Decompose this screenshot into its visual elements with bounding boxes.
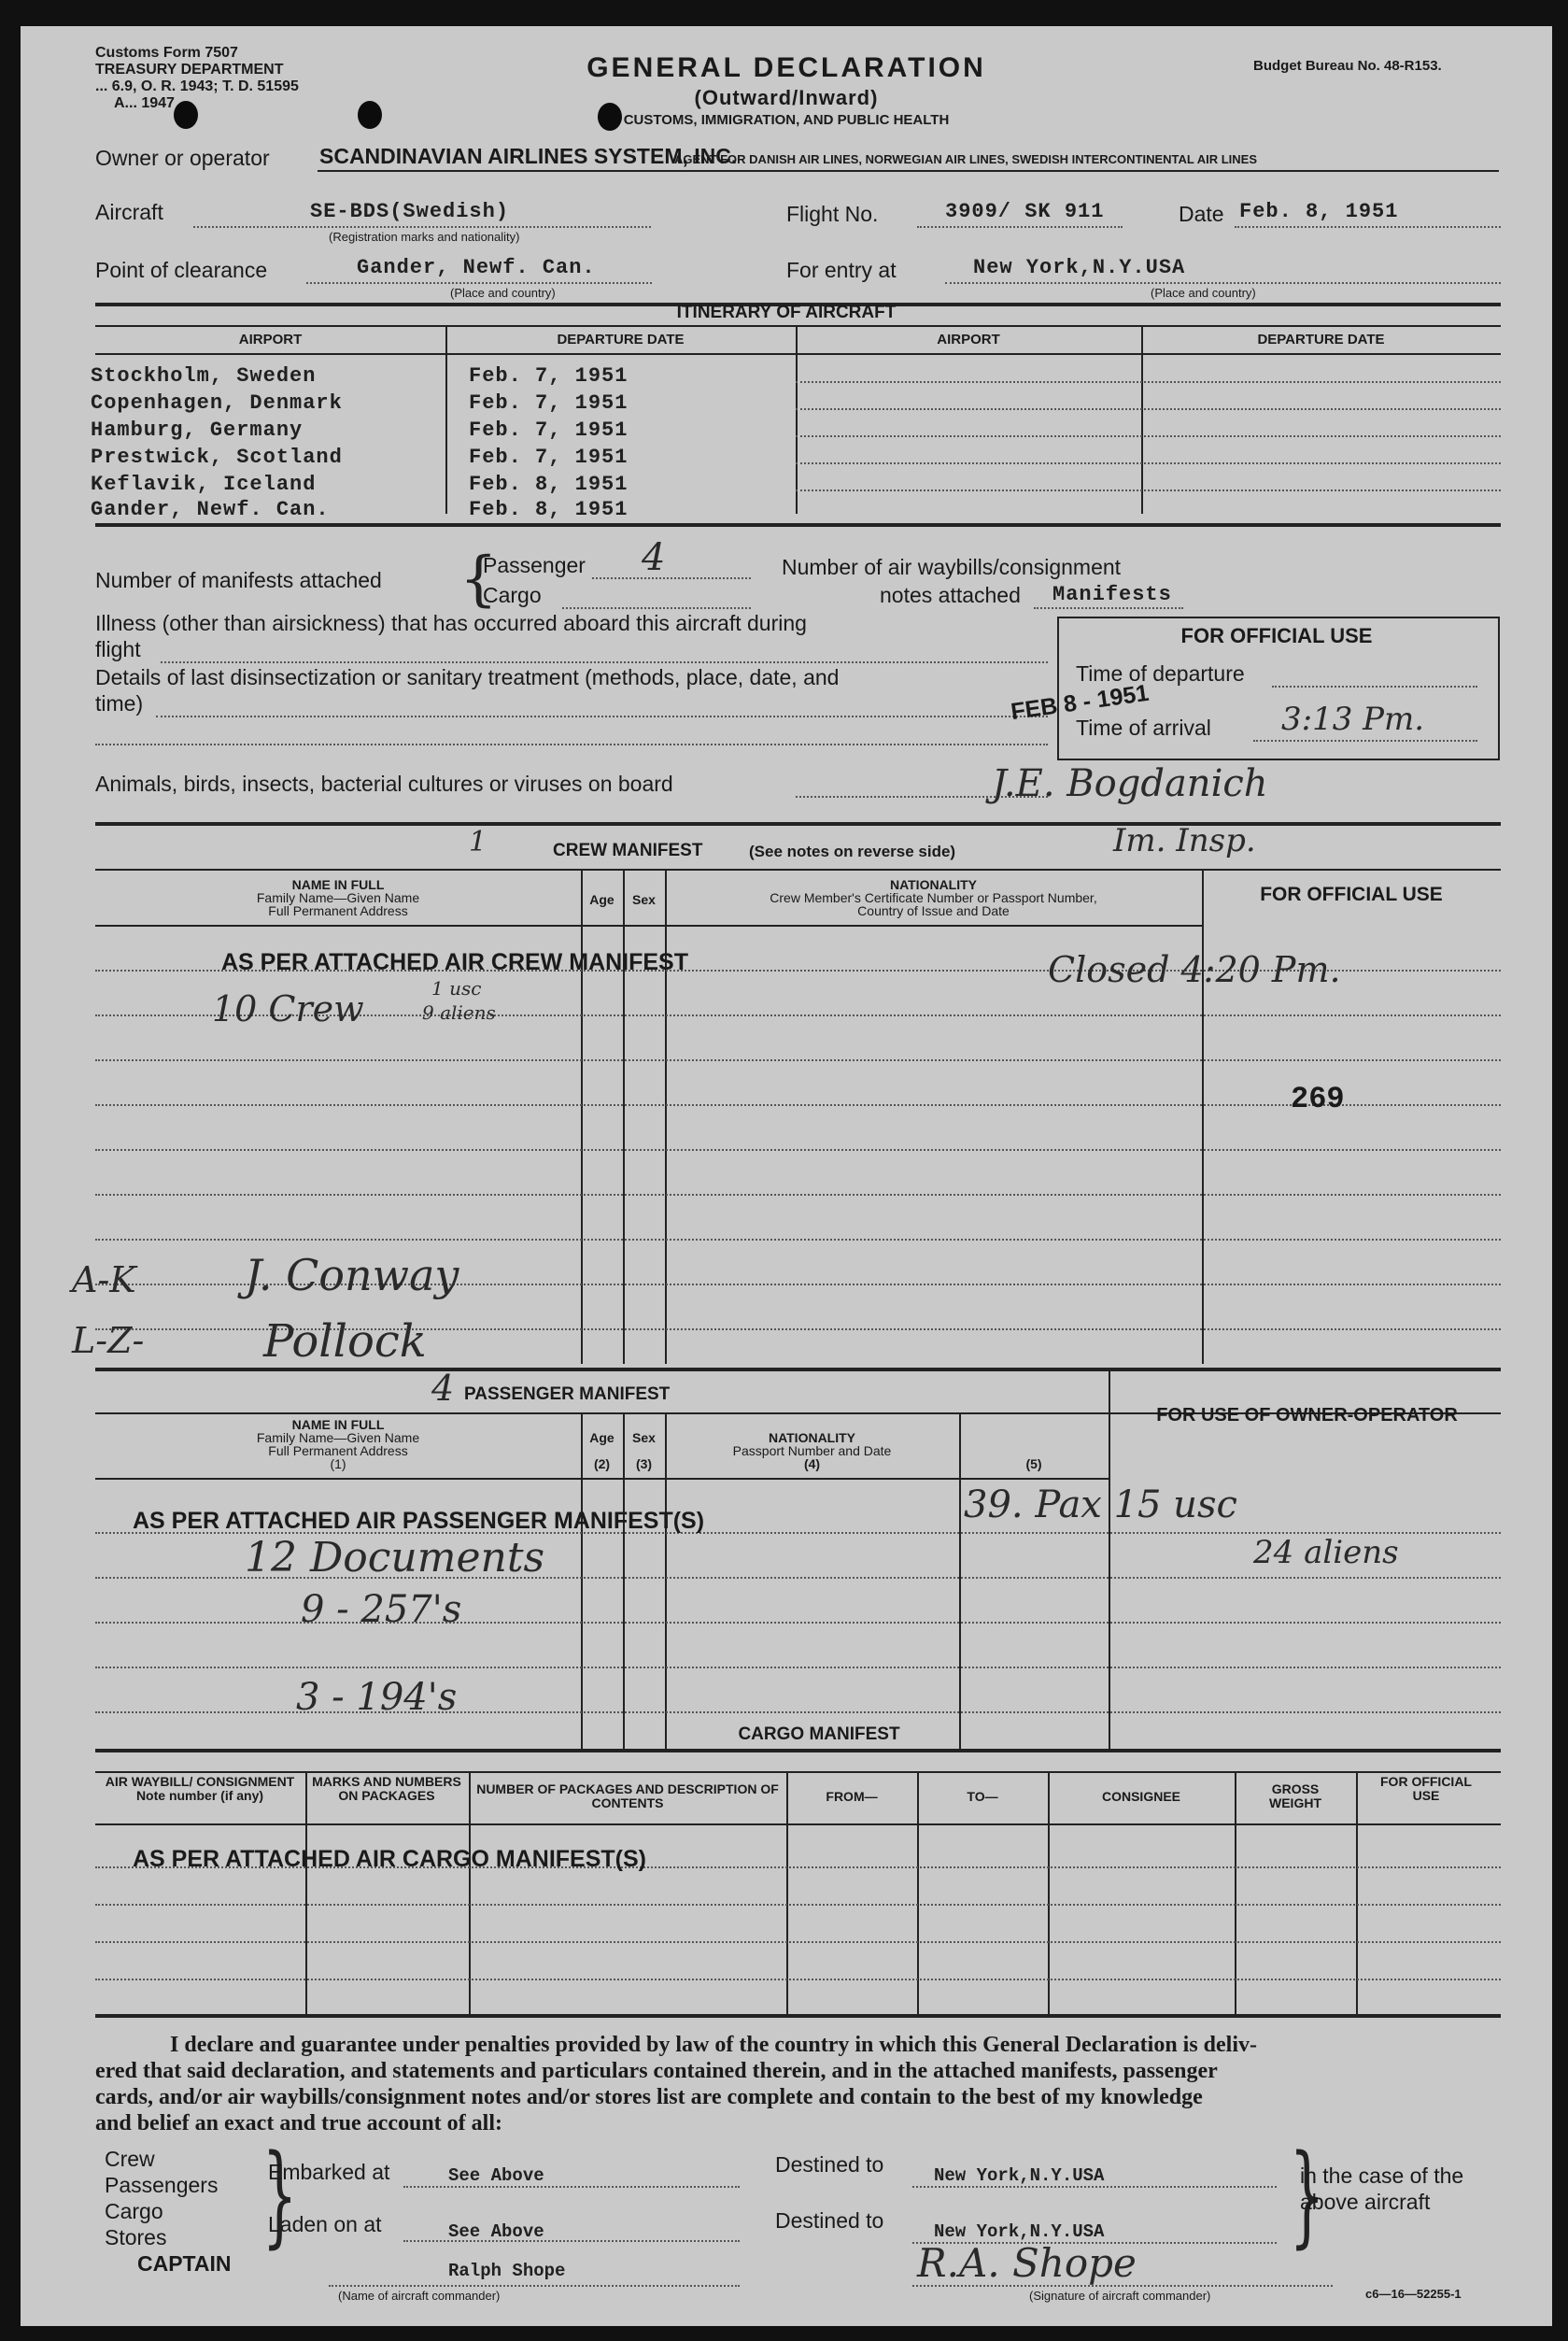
captain-name: Ralph Shope — [448, 2261, 566, 2281]
declaration-line-2: ered that said declaration, and statements and particulars contained therein, and in the attached manifests, passenger — [95, 2059, 1218, 2083]
itin-airport: Stockholm, Sweden — [91, 364, 317, 388]
cargo-col-official: FOR OFFICIAL USE — [1380, 1774, 1472, 1803]
declaration-line-3: cards, and/or air waybills/consignment notes and/or stores list are complete and contain to the best of my knowledge — [95, 2085, 1203, 2109]
embarked-label: Embarked at — [268, 2160, 390, 2184]
decl-stores: Stores — [105, 2225, 167, 2249]
disinsect-label: Details of last disinsectization or sanitary treatment (methods, place, date, and — [95, 665, 840, 689]
crew-closed-note: Closed 4:20 Pm. — [1048, 949, 1341, 990]
crew-manifest-count: 1 — [469, 826, 487, 858]
entry-value: New York,N.Y.USA — [973, 256, 1186, 279]
destined-value-1: New York,N.Y.USA — [934, 2165, 1105, 2186]
clearance-label: Point of clearance — [95, 258, 268, 282]
pax-typed-note: AS PER ATTACHED AIR PASSENGER MANIFEST(S) — [133, 1508, 705, 1534]
passenger-count: 4 — [431, 1368, 455, 1409]
budget-bureau: Budget Bureau No. 48-R153. — [1253, 58, 1442, 74]
destined-label-1: Destined to — [775, 2152, 884, 2177]
flight-label: Flight No. — [786, 202, 879, 226]
waybills-label: Number of air waybills/consignment — [782, 555, 1122, 579]
signature-caption: (Signature of aircraft commander) — [1029, 2289, 1211, 2303]
itin-airport: Gander, Newf. Can. — [91, 498, 330, 521]
cargo-col-from: FROM— — [826, 1789, 878, 1804]
regulation-ref: ... 6.9, O. R. 1943; T. D. 51595 — [95, 78, 299, 94]
entry-label: For entry at — [786, 258, 897, 282]
agencies: CUSTOMS, IMMIGRATION, AND PUBLIC HEALTH — [623, 112, 950, 128]
crew-col-age: Age — [589, 892, 614, 907]
owner-agent: AGENT FOR DANISH AIR LINES, NORWEGIAN AIR LINES, SWEDISH INTERCONTINENTAL AIR LINES — [674, 152, 1258, 166]
cargo-manifest-title: CARGO MANIFEST — [738, 1724, 900, 1744]
form-number: Customs Form 7507 — [95, 45, 238, 61]
cargo-col-packages: NUMBER OF PACKAGES AND DESCRIPTION OF CONTENTS — [476, 1781, 779, 1810]
crew-hand-aliens: 9 aliens — [422, 1001, 496, 1024]
pax-col-age: Age — [589, 1430, 614, 1445]
itin-col-departure-2: DEPARTURE DATE — [1257, 332, 1385, 348]
departure-time-label: Time of departure — [1076, 661, 1245, 686]
crew-manifest-title: CREW MANIFEST — [553, 841, 703, 860]
owner-value: SCANDINAVIAN AIRLINES SYSTEM, INC. — [319, 144, 738, 168]
crew-number-stamp: 269 — [1291, 1082, 1345, 1116]
animals-label: Animals, birds, insects, bacterial cultures or viruses on board — [95, 772, 673, 796]
itinerary-title: ITINERARY OF AIRCRAFT — [676, 303, 897, 322]
pax-col-nationality: NATIONALITY — [768, 1430, 856, 1445]
crew-col-name-2: Family Name—Given Name — [256, 890, 420, 905]
pax-hand-documents: 12 Documents — [245, 1534, 545, 1582]
itin-airport: Copenhagen, Denmark — [91, 391, 343, 415]
cargo-label: Cargo — [483, 583, 542, 607]
waybills-label-2: notes attached — [880, 583, 1021, 607]
pax-col-owner: FOR USE OF OWNER-OPERATOR — [1156, 1405, 1458, 1426]
laden-label: Laden on at — [268, 2212, 382, 2236]
official-use-title: FOR OFFICIAL USE — [1180, 624, 1373, 647]
pax-col-nationality-num: (4) — [803, 1456, 821, 1471]
cargo-typed-note: AS PER ATTACHED AIR CARGO MANIFEST(S) — [133, 1846, 646, 1872]
date-label: Date — [1179, 202, 1224, 226]
crew-col-nationality: NATIONALITY — [889, 877, 978, 892]
decl-cargo: Cargo — [105, 2199, 163, 2223]
itin-date: Feb. 8, 1951 — [469, 473, 629, 496]
pax-col-age-num: (2) — [593, 1456, 611, 1471]
crew-col-official: FOR OFFICIAL USE — [1260, 884, 1443, 905]
passenger-manifest-title: PASSENGER MANIFEST — [464, 1384, 671, 1404]
declaration-line-4: and belief an exact and true account of all: — [95, 2111, 502, 2135]
manifests-label: Number of manifests attached — [95, 568, 382, 592]
itin-date: Feb. 7, 1951 — [469, 364, 629, 388]
waybills-value: Manifests — [1052, 583, 1172, 606]
itin-col-airport-2: AIRPORT — [937, 332, 1000, 348]
clearance-caption: (Place and country) — [450, 286, 556, 300]
itin-date: Feb. 7, 1951 — [469, 391, 629, 415]
pax-col-5-num: (5) — [1025, 1456, 1042, 1471]
pax-col-name-3: Full Permanent Address — [268, 1443, 408, 1458]
cargo-col-waybill: AIR WAYBILL/ CONSIGNMENT Note number (if any) — [105, 1774, 295, 1803]
destined-value-2: New York,N.Y.USA — [934, 2221, 1105, 2242]
page-subtitle: (Outward/Inward) — [694, 86, 879, 109]
case-line-1: in the case of the — [1300, 2164, 1464, 2188]
pax-col-sex: Sex — [632, 1430, 656, 1445]
crew-typed-note: AS PER ATTACHED AIR CREW MANIFEST — [221, 949, 688, 975]
itin-col-airport-1: AIRPORT — [238, 332, 303, 348]
flight-value: 3909/ SK 911 — [945, 200, 1105, 223]
crew-hand-usc: 1 usc — [431, 977, 482, 1000]
cargo-col-to: TO— — [967, 1789, 998, 1804]
itin-date: Feb. 7, 1951 — [469, 419, 629, 442]
crew-initials-1: A-K — [72, 1259, 136, 1300]
entry-caption: (Place and country) — [1151, 286, 1256, 300]
aircraft-caption: (Registration marks and nationality) — [329, 230, 520, 244]
captain-name-caption: (Name of aircraft commander) — [338, 2289, 501, 2303]
pax-hand-194: 3 - 194's — [296, 1676, 458, 1719]
pax-col-name-2: Family Name—Given Name — [256, 1430, 420, 1445]
laden-value: See Above — [448, 2221, 544, 2242]
disinsect-label-2: time) — [95, 691, 144, 716]
pax-col-name: NAME IN FULL — [291, 1417, 385, 1432]
captain-signature: R.A. Shope — [917, 2240, 1137, 2286]
embarked-value: See Above — [448, 2165, 544, 2186]
department: TREASURY DEPARTMENT — [95, 62, 284, 78]
declaration-line-1: I declare and guarantee under penalties provided by law of the country in which this General Declaration is deliv- — [170, 2033, 1258, 2057]
case-line-2: above aircraft — [1300, 2190, 1431, 2214]
date-stamp: FEB 8 - 1951 — [1009, 679, 1151, 726]
illness-label: Illness (other than airsickness) that has occurred aboard this aircraft during — [95, 611, 807, 635]
illness-label-2: flight — [95, 637, 141, 661]
arrival-time-value: 3:13 Pm. — [1281, 701, 1425, 738]
itin-date: Feb. 8, 1951 — [469, 498, 629, 521]
cargo-col-weight: GROSS WEIGHT — [1269, 1781, 1321, 1810]
arrival-time-label: Time of arrival — [1076, 716, 1211, 740]
pax-hand-count: 39. Pax 15 usc — [964, 1483, 1237, 1526]
pax-hand-aliens: 24 aliens — [1253, 1534, 1399, 1571]
aircraft-value: SE-BDS(Swedish) — [310, 200, 510, 223]
crew-initials-2: L-Z- — [72, 1320, 145, 1361]
cargo-col-marks: MARKS AND NUMBERS ON PACKAGES — [312, 1774, 461, 1803]
aircraft-label: Aircraft — [95, 200, 163, 224]
decl-crew: Crew — [105, 2147, 155, 2171]
pax-col-nationality-2: Passport Number and Date — [732, 1443, 892, 1458]
crew-manifest-note: (See notes on reverse side) — [749, 843, 956, 860]
itin-airport: Keflavik, Iceland — [91, 473, 317, 496]
crew-col-name: NAME IN FULL — [291, 877, 385, 892]
pax-col-name-num: (1) — [330, 1456, 346, 1471]
crew-col-nationality-2: Crew Member's Certificate Number or Passport Number, — [770, 890, 1097, 905]
crew-signature-2: Pollock — [263, 1315, 427, 1368]
clearance-value: Gander, Newf. Can. — [357, 256, 596, 279]
crew-signature-1: J. Conway — [245, 1250, 459, 1300]
itin-date: Feb. 7, 1951 — [469, 446, 629, 469]
crew-col-nationality-3: Country of Issue and Date — [857, 903, 1010, 918]
itin-airport: Prestwick, Scotland — [91, 446, 343, 469]
passenger-manifest-count: 4 — [642, 536, 666, 579]
destined-label-2: Destined to — [775, 2208, 884, 2233]
crew-hand-note: 10 Crew — [212, 988, 364, 1029]
date-value: Feb. 8, 1951 — [1239, 200, 1399, 223]
general-declaration-form: Customs Form 7507 TREASURY DEPARTMENT ... 6.9, O. R. 1943; T. D. 51595 A... 1947 GENERAL DECLARATION (Outward/Inward) CUSTOMS, IMMIGRATION, AND PUBLIC HEALTH Budget Bureau No. 48-R153. Owner or operator SCANDINAVIAN AIRLINES SYSTEM, INC. AGENT FOR DANISH AIR LINES, NORWEGIAN AIR LINES, SWEDISH INTERCONTINENTAL AIR LINES Aircraft SE-BDS(Swedish) (Registration marks and nationality) Flight No. 3909/ SK 911 Date Feb. 8, 1951 Point of clearance Gander, Newf. Can. (Place and country) For entry at New York,N.Y.USA (Place and country) ITINERARY OF AIRCRAFT AIRPORT DEPARTURE DATE AIRPORT DEPARTURE DATE Stockholm, Sweden Feb. 7, 1951 Copenhagen, Denmark Feb. 7, 1951 Hamburg, Germany Feb. 7, 1951 Prestwick, Scotland Feb. 7, 1951 Keflavik, Iceland Feb. 8, 1951 Gander, Newf. Can. Feb. 8, 1951 Number of manifests attached { Passenger 4 Cargo Number of air waybills/consignment notes attached Manifests Illness (other than airsickness) that has occurred aboard this aircraft during flight Details of last disinsectization or sanitary treatment (methods, place, date, and time) Animals, birds, insects, bacterial cultures or viruses on board FOR OFFICIAL USE Time of departure Time of arrival 3:13 Pm. FEB 8 - 1951 J.E. Bogdanich Im. Insp. 1 CREW MANIFEST (See notes on reverse side) NAME IN FULL Family Name—Given Name Full Permanent Address Age Sex NATIONALITY Crew Member's Certificate Number or Passport Number, Country of Issue and Date FOR OFFICIAL USE AS PER ATTACHED AIR CREW MANIFEST 10 Crew 1 usc 9 aliens Closed 4:20 Pm. 269 A-K J. Conway L-Z- Pollock 4 PASSENGER MANIFEST NAME IN FULL Family Name—Given Name Full Permanent Address (1) Age (2) Sex (3) NATIONALITY Passport Number and Date (4) (5) FOR USE OF OWNER-OPERATOR AS PER ATTACHED AIR PASSENGER MANIFEST(S) 39. Pax 15 usc 24 aliens 12 Documents 9 - 257's 3 - 194's CARGO MANIFEST AIR WAYBILL/ CONSIGNMENT Note number (if any) MARKS AND NUMBERS ON PACKAGES NUMBER OF PACKAGES AND DESCRIPTION OF CONTENTS FROM— TO— CONSIGNEE GROSS WEIGHT FOR OFFICIAL USE AS PER ATTACHED AIR CARGO MANIFEST(S) I declare and guarantee under penalties provided by law of the country in which this General Declaration is deliv- ered that said declaration, and statements and particulars contained therein, and in the attached manifests, passenger cards, and/or air waybills/consignment notes and/or stores list are complete and contain to the best of my knowledge and belief an exact and true account of all: Crew Passengers Cargo Stores } Embarked at See Above Laden on at See Above Destined to New York,N.Y.USA Destined to New York,N.Y.USA } in the case of the above aircraft CAPTAIN Ralph Shope (Name of aircraft commander) R.A. Shope (Signature of aircraft commander) c6—16—52255-1 — [21, 26, 1552, 2326]
pax-hand-257: 9 - 257's — [301, 1588, 462, 1631]
itin-col-departure-1: DEPARTURE DATE — [557, 332, 685, 348]
crew-col-name-3: Full Permanent Address — [268, 903, 408, 918]
decl-passengers: Passengers — [105, 2173, 219, 2197]
cargo-col-consignee: CONSIGNEE — [1101, 1789, 1180, 1804]
pax-col-sex-num: (3) — [635, 1456, 653, 1471]
page-title: GENERAL DECLARATION — [586, 52, 986, 83]
itin-airport: Hamburg, Germany — [91, 419, 304, 442]
passenger-label: Passenger — [483, 553, 586, 577]
crew-col-sex: Sex — [632, 892, 656, 907]
print-code: c6—16—52255-1 — [1365, 2287, 1462, 2301]
form-date: A... 1947 — [114, 95, 175, 111]
inspector-title: Im. Insp. — [1113, 822, 1256, 859]
captain-label: CAPTAIN — [137, 2251, 232, 2276]
inspector-signature: J.E. Bogdanich — [992, 762, 1268, 805]
owner-label: Owner or operator — [95, 146, 270, 170]
